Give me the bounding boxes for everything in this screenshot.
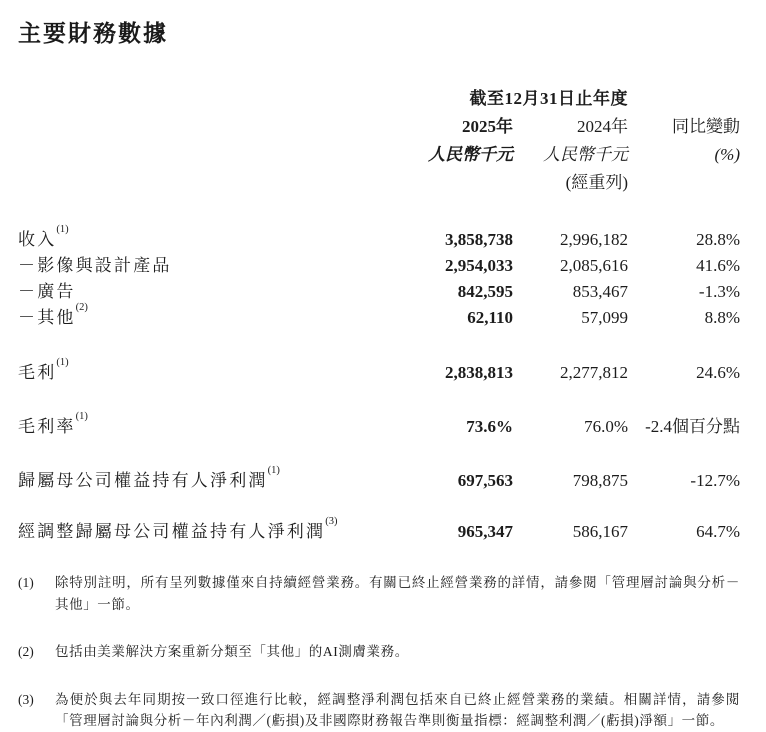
value-2024: 2,996,182 <box>560 230 628 249</box>
footnote-number: (3) <box>18 691 34 707</box>
value-change: 28.8% <box>696 230 740 249</box>
col-unit-2025: 人民幣千元 <box>428 145 513 164</box>
value-2025: 2,838,813 <box>445 363 513 382</box>
row-label: 歸屬母公司權益持有人淨利潤$^{(1)}$ <box>18 464 280 490</box>
value-change: -2.4個百分點 <box>645 417 740 436</box>
footnote-3 <box>18 689 740 732</box>
value-2024: 76.0% <box>584 417 628 436</box>
row-label: 收入$^{(1)}$ <box>18 223 69 249</box>
col-header-2024: 2024年 <box>577 117 628 136</box>
table-row-image-design <box>18 253 740 279</box>
table-row-gross-profit <box>18 356 740 386</box>
row-label: －廣告 <box>18 282 76 301</box>
value-2024: 586,167 <box>572 522 628 541</box>
col-header-2025: 2025年 <box>462 117 513 136</box>
value-2025: 2,954,033 <box>445 256 513 275</box>
value-2024: 798,875 <box>572 471 628 490</box>
value-2025: 965,347 <box>457 522 513 541</box>
table-row-others <box>18 301 740 331</box>
table-row-net-profit <box>18 464 740 494</box>
row-label: 經調整歸屬母公司權益持有人淨利潤$^{(3)}$ <box>18 515 338 541</box>
key-financials-table <box>18 85 740 545</box>
footnote-2 <box>18 641 740 663</box>
footnotes <box>18 572 740 732</box>
value-2024: 853,467 <box>572 282 628 301</box>
value-change: -1.3% <box>698 282 740 301</box>
footnote-text: 為便於與去年同期按一致口徑進行比較，經調整淨利潤包括來自已終止經營業務的業績。相關詳情，請參閱「管理層討論與分析－年內利潤／(虧損)及非國際財務報告準則衡量指標：經調整利潤／(虧損)淨額」一節。 <box>55 691 740 728</box>
table-row-advertising <box>18 279 740 305</box>
footnote-number: (1) <box>18 575 34 590</box>
footnote-ref: (1) <box>75 410 88 422</box>
value-2025: 3,858,738 <box>445 230 513 249</box>
table-body <box>18 223 740 545</box>
header-row-years <box>18 113 740 141</box>
footnote-ref: (1) <box>267 464 280 476</box>
footnote-ref: (1) <box>56 356 69 368</box>
page-title: 主要財務數據 <box>18 20 168 46</box>
value-change: 8.8% <box>704 308 740 327</box>
value-change: 41.6% <box>696 256 740 275</box>
header-row-period <box>18 85 740 113</box>
row-label: －其他$^{(2)}$ <box>18 301 88 327</box>
footnote-text: 包括由美業解決方案重新分類至「其他」的AI測膚業務。 <box>55 644 409 659</box>
row-label: －影像與設計產品 <box>18 256 172 275</box>
footnote-1 <box>18 572 740 615</box>
value-change: 24.6% <box>696 363 740 382</box>
footnote-ref: (3) <box>325 515 338 527</box>
footnote-ref: (1) <box>56 223 69 235</box>
footnote-ref: (2) <box>75 301 88 313</box>
value-2024: 2,085,616 <box>560 256 628 275</box>
period-header: 截至12月31日止年度 <box>469 89 628 108</box>
footnote-number: (2) <box>18 644 34 659</box>
value-2025: 842,595 <box>457 282 513 301</box>
table-header <box>18 85 740 197</box>
footnote-text: 除特別註明，所有呈列數據僅來自持續經營業務。有關已終止經營業務的詳情，請參閱「管理層討論與分析－其他」一節。 <box>55 575 740 612</box>
col-unit-change: (%) <box>714 145 740 164</box>
row-label: 毛利率$^{(1)}$ <box>18 410 88 436</box>
value-2025: 62,110 <box>467 308 513 327</box>
header-row-units <box>18 141 740 169</box>
col-unit-2024: 人民幣千元 <box>543 145 628 164</box>
value-change: 64.7% <box>696 522 740 541</box>
value-2025: 73.6% <box>466 417 513 436</box>
table-row-revenue <box>18 223 740 253</box>
value-2024: 2,277,812 <box>560 363 628 382</box>
table-row-adjusted-net-profit <box>18 515 740 545</box>
col-header-change: 同比變動 <box>672 117 740 136</box>
col-note-restated: (經重列) <box>565 173 628 192</box>
value-2025: 697,563 <box>457 471 513 490</box>
value-2024: 57,099 <box>581 308 628 327</box>
table-row-gross-margin <box>18 410 740 440</box>
header-row-restated <box>18 169 740 197</box>
value-change: -12.7% <box>690 471 740 490</box>
row-label: 毛利$^{(1)}$ <box>18 356 69 382</box>
